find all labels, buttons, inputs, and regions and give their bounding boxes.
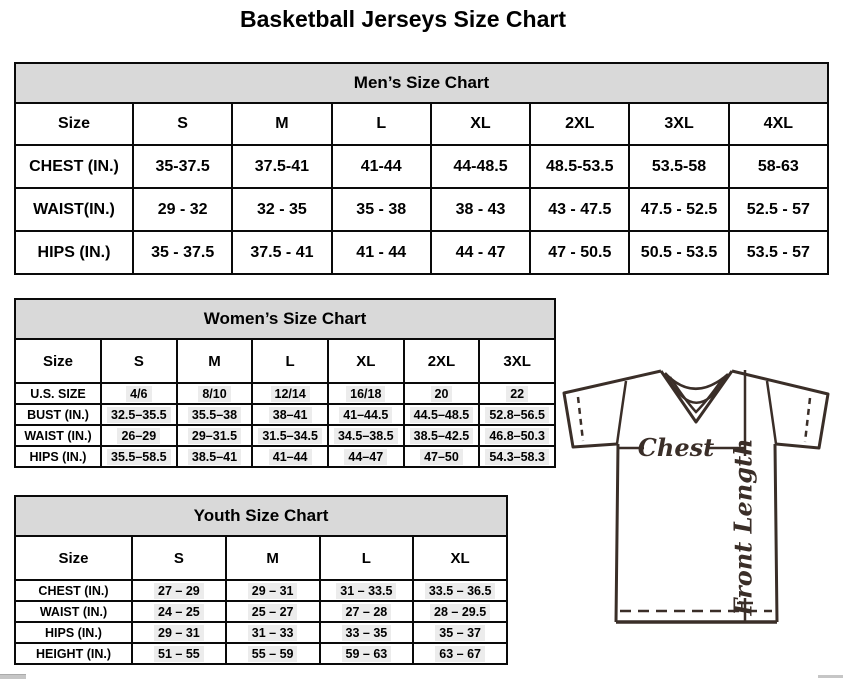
size-value-cell: 29 - 32: [133, 188, 232, 231]
youth-size-chart-table: [14, 495, 508, 665]
size-value-cell: 32.5–35.5: [101, 404, 177, 425]
size-value-cell: 12/14: [252, 383, 328, 404]
column-header: L: [332, 103, 431, 145]
size-value-cell: 37.5 - 41: [232, 231, 331, 274]
size-value-cell: 52.5 - 57: [729, 188, 828, 231]
column-header: M: [232, 103, 331, 145]
size-value-cell: 35 - 37.5: [133, 231, 232, 274]
size-value-cell: 22: [479, 383, 555, 404]
size-value-cell: 35.5–58.5: [101, 446, 177, 467]
size-value-cell: 35.5–38: [177, 404, 253, 425]
size-value-cell: 48.5-53.5: [530, 145, 629, 188]
chest-label: Chest: [637, 433, 715, 462]
size-value-cell: 43 - 47.5: [530, 188, 629, 231]
womens-size-chart-table: [14, 298, 556, 468]
size-value-cell: 58-63: [729, 145, 828, 188]
row-label: HIPS (IN.): [15, 446, 101, 467]
row-label: CHEST (IN.): [15, 145, 133, 188]
size-value-cell: 46.8–50.3: [479, 425, 555, 446]
size-value-cell: 16/18: [328, 383, 404, 404]
size-value-cell: 32 - 35: [232, 188, 331, 231]
horizontal-scrollbar-fragment-right[interactable]: [818, 675, 843, 678]
size-value-cell: 26–29: [101, 425, 177, 446]
size-value-cell: 27 – 28: [320, 601, 414, 622]
size-value-cell: 50.5 - 53.5: [629, 231, 728, 274]
size-value-cell: 59 – 63: [320, 643, 414, 664]
column-header: L: [320, 536, 414, 580]
row-label: HIPS (IN.): [15, 622, 132, 643]
size-value-cell: 44–47: [328, 446, 404, 467]
size-value-cell: 20: [404, 383, 480, 404]
row-label: WAIST (IN.): [15, 601, 132, 622]
size-value-cell: 55 – 59: [226, 643, 320, 664]
column-header: Size: [15, 103, 133, 145]
column-header: 4XL: [729, 103, 828, 145]
size-value-cell: 41–44: [252, 446, 328, 467]
column-header: 2XL: [530, 103, 629, 145]
size-value-cell: 44 - 47: [431, 231, 530, 274]
size-value-cell: 53.5 - 57: [729, 231, 828, 274]
size-value-cell: 37.5-41: [232, 145, 331, 188]
size-value-cell: 8/10: [177, 383, 253, 404]
column-header: XL: [413, 536, 507, 580]
table-title: Youth Size Chart: [15, 496, 507, 536]
column-header: XL: [328, 339, 404, 383]
size-value-cell: 33 – 35: [320, 622, 414, 643]
row-label: HEIGHT (IN.): [15, 643, 132, 664]
column-header: 3XL: [479, 339, 555, 383]
jersey-diagram: [560, 360, 843, 679]
size-value-cell: 63 – 67: [413, 643, 507, 664]
size-value-cell: 41-44: [332, 145, 431, 188]
size-value-cell: 38.5–42.5: [404, 425, 480, 446]
row-label: CHEST (IN.): [15, 580, 132, 601]
size-value-cell: 24 – 25: [132, 601, 226, 622]
column-header: Size: [15, 339, 101, 383]
column-header: Size: [15, 536, 132, 580]
size-value-cell: 35 – 37: [413, 622, 507, 643]
row-label: BUST (IN.): [15, 404, 101, 425]
column-header: L: [252, 339, 328, 383]
jersey-right-sleeve-outline: [732, 371, 828, 448]
size-value-cell: 25 – 27: [226, 601, 320, 622]
size-value-cell: 29 – 31: [226, 580, 320, 601]
size-value-cell: 41 - 44: [332, 231, 431, 274]
size-value-cell: 53.5-58: [629, 145, 728, 188]
size-value-cell: 28 – 29.5: [413, 601, 507, 622]
size-value-cell: 38–41: [252, 404, 328, 425]
size-value-cell: 35 - 38: [332, 188, 431, 231]
column-header: XL: [431, 103, 530, 145]
size-value-cell: 54.3–58.3: [479, 446, 555, 467]
size-value-cell: 34.5–38.5: [328, 425, 404, 446]
size-value-cell: 35-37.5: [133, 145, 232, 188]
size-value-cell: 44-48.5: [431, 145, 530, 188]
size-value-cell: 27 – 29: [132, 580, 226, 601]
row-label: HIPS (IN.): [15, 231, 133, 274]
size-value-cell: 31 – 33: [226, 622, 320, 643]
row-label: U.S. SIZE: [15, 383, 101, 404]
size-value-cell: 31.5–34.5: [252, 425, 328, 446]
row-label: WAIST (IN.): [15, 425, 101, 446]
size-value-cell: 44.5–48.5: [404, 404, 480, 425]
table-title: Men’s Size Chart: [15, 63, 828, 103]
size-value-cell: 38 - 43: [431, 188, 530, 231]
column-header: S: [133, 103, 232, 145]
size-value-cell: 38.5–41: [177, 446, 253, 467]
size-value-cell: 4/6: [101, 383, 177, 404]
size-value-cell: 33.5 – 36.5: [413, 580, 507, 601]
size-value-cell: 47.5 - 52.5: [629, 188, 728, 231]
horizontal-scrollbar-fragment-left[interactable]: [0, 674, 26, 679]
column-header: S: [101, 339, 177, 383]
size-value-cell: 31 – 33.5: [320, 580, 414, 601]
page-title: Basketball Jerseys Size Chart: [239, 6, 566, 32]
size-value-cell: 52.8–56.5: [479, 404, 555, 425]
table-title: Women’s Size Chart: [15, 299, 555, 339]
column-header: M: [226, 536, 320, 580]
size-value-cell: 29–31.5: [177, 425, 253, 446]
size-value-cell: 29 – 31: [132, 622, 226, 643]
size-value-cell: 47–50: [404, 446, 480, 467]
size-value-cell: 51 – 55: [132, 643, 226, 664]
column-header: 2XL: [404, 339, 480, 383]
column-header: S: [132, 536, 226, 580]
row-label: WAIST(IN.): [15, 188, 133, 231]
size-value-cell: 41–44.5: [328, 404, 404, 425]
front-length-label: Front Length: [728, 438, 758, 616]
mens-size-chart-table: [14, 62, 829, 275]
column-header: M: [177, 339, 253, 383]
column-header: 3XL: [629, 103, 728, 145]
size-value-cell: 47 - 50.5: [530, 231, 629, 274]
